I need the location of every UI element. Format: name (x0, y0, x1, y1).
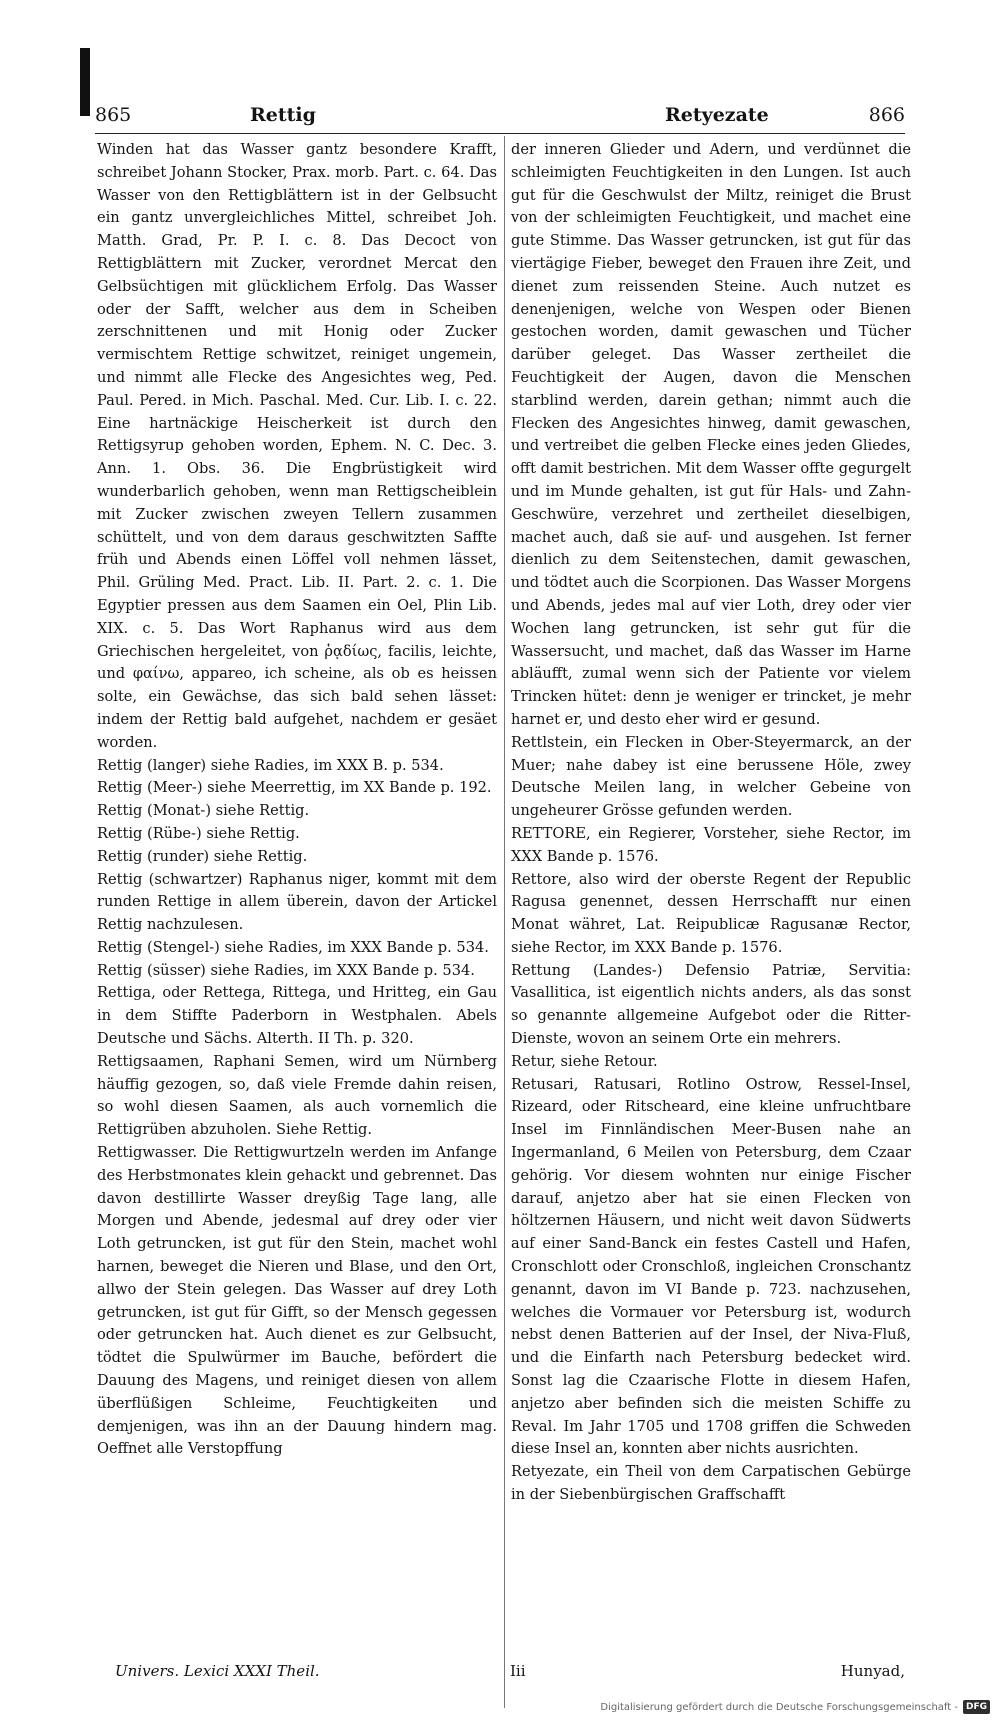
sheet-signature: Iii (510, 1662, 526, 1680)
entry-paragraph: Rettig (schwartzer) Raphanus niger, kommt mit dem runden Rettige in allem überein, davon der Artickel Rettig nachzulesen. (97, 870, 497, 934)
entry-paragraph: Retur, siehe Retour. (511, 1052, 658, 1070)
entry-paragraph: RETTORE, ein Regierer, Vorsteher, siehe Rector, im XXX Bande p. 1576. (511, 824, 911, 865)
volume-signature: Univers. Lexici XXXI Theil. (115, 1662, 320, 1680)
header-rule (95, 133, 905, 134)
entry-paragraph: Rettig (langer) siehe Radies, im XXX B. p. 534. (97, 756, 444, 774)
entry-paragraph: Rettore, also wird der oberste Regent der Republic Ragusa genennet, dessen Herrschafft nur einen Monat währet, Lat. Reipublicæ Ragusanæ Rector, siehe Rector, im XXX Bande p. 1576. (511, 870, 911, 956)
page-edge-bar (80, 48, 90, 116)
dfg-logo-icon: DFG (963, 1700, 990, 1714)
digitization-note: Digitalisierung gefördert durch die Deutsche Forschungsgemeinschaft - (600, 1701, 958, 1713)
digitization-credit (600, 1697, 990, 1717)
entry-paragraph: Retyezate, ein Theil von dem Carpatischen Gebürge in der Siebenbürgischen Graffschafft (511, 1463, 911, 1504)
entry-paragraph: Winden hat das Wasser gantz besondere Krafft, schreibet Johann Stocker, Prax. morb. Part. c. 64. Das Wasser von den Rettigblättern ist in der Gelbsucht ein gantz unvergleichliches Mittel, schreibet Joh. Matth. Grad, Pr. P. I. c. 8. Das Decoct von Rettigblättern mit Zucker, verordnet Mercat den Gelbsüchtigen mit glücklichem Erfolg. Das Wasser oder der Safft, welcher aus dem in Scheiben zerschnittenen und mit Honig oder Zucker vermischtem Rettige schwitzet, reiniget ungemein, und nimmt alle Flecke des Angesichtes weg, Ped. Paul. Pered. in Mich. Paschal. Med. Cur. Lib. I. c. 22. Eine hartnäckige Heischerkeit ist durch den Rettigsyrup gehoben worden, Ephem. N. C. Dec. 3. Ann. 1. Obs. 36. Die Engbrüstigkeit wird wunderbarlich gehoben, wenn man Rettigscheiblein mit Zucker zwischen zweyen Tellern zusammen schüttelt, und von dem daraus geschwitzten Saffte früh und Abends einen Löffel voll nehmen lässet, Phil. Grüling Med. Pract. Lib. II. Part. 2. c. 1. Die Egyptier pressen aus dem Saamen ein Oel, Plin Lib. XIX. c. 5. Das Wort Raphanus wird aus dem Griechischen hergeleitet, von ῥᾳδίως, facilis, leichte, und φαίνω, appareo, ich scheine, als ob es heissen solte, ein Gewächse, das sich bald sehen lässet: indem der Rettig bald aufgehet, nachdem er gesäet worden. (97, 141, 497, 751)
entry-paragraph: Rettung (Landes-) Defensio Patriæ, Servitia: Vasallitica, ist eigentlich nichts anders, als das sonst so genannte allgemeine Aufgebot oder die Ritter-Dienste, wovon an seinem Orte ein mehrers. (511, 961, 911, 1048)
entry-paragraph: Rettlstein, ein Flecken in Ober-Steyermarck, an der Muer; nahe dabey ist eine berussene Höle, zwey Deutsche Meilen lang, in welcher Gebeine von ungeheurer Grösse gefunden werden. (511, 733, 911, 820)
entry-paragraph: Rettig (süsser) siehe Radies, im XXX Bande p. 534. (97, 961, 475, 979)
entry-paragraph: Rettig (Monat-) siehe Rettig. (97, 802, 310, 820)
header-keyword-left: Rettig (250, 104, 316, 126)
page-number-left: 865 (95, 104, 132, 126)
entry-paragraph: der inneren Glieder und Adern, und verdünnet die schleimigten Feuchtigkeiten in den Lungen. Ist auch gut für die Geschwulst der Miltz, reiniget die Brust von der schleimigten Feuchtigkeit, und machet eine gute Stimme. Das Wasser getruncken, ist gut für das viertägige Fieber, beweget den Frauen ihre Zeit, und dienet zum reissenden Steine. Auch nutzet es denenjenigen, welche von Wespen oder Bienen gestochen worden, damit gewaschen und Tücher darüber geleget. Das Wasser zertheilet die Feuchtigkeit der Augen, davon die Menschen starblind werden, darein gethan; nimmt auch die Flecken des Angesichtes hinweg, damit gewaschen, und vertreibet die gelben Flecke eines jeden Gliedes, offt damit bestrichen. Mit dem Wasser offte gegurgelt und im Munde gehalten, ist gut für Hals- und Zahn-Geschwüre, verzehret und zertheilet dieselbigen, machet auch, daß sie auf- und ausgehen. Ist ferner dienlich zu dem Seitenstechen, damit gewaschen, und tödtet auch die Scorpionen. Das Wasser Morgens und Abends, jedes mal auf vier Loth, drey oder vier Wochen lang getruncken, ist sehr gut für die Wassersucht, und machet, daß das Wasser im Harne abläufft, zumal wenn sich der Patiente vor vielem Trincken hütet: denn je weniger er trincket, je mehr harnet er, und desto eher wird er gesund. (511, 141, 911, 728)
header-keyword-right: Retyezate (665, 104, 769, 126)
entry-paragraph: Rettig (Meer-) siehe Meerrettig, im XX Bande p. 192. (97, 779, 492, 797)
right-column (511, 139, 911, 1507)
column-divider (504, 136, 505, 1708)
entry-paragraph: Rettig (runder) siehe Rettig. (97, 847, 308, 865)
page-header (95, 104, 905, 134)
entry-paragraph: Rettigsaamen, Raphani Semen, wird um Nürnberg häuffig gezogen, so, daß viele Fremde dahin reisen, so wohl diesen Saamen, als auch vornemlich die Rettigrüben abzuholen. Siehe Rettig. (97, 1052, 497, 1139)
catchword: Hunyad, (840, 1662, 905, 1680)
entry-paragraph: Rettigwasser. Die Rettigwurtzeln werden im Anfange des Herbstmonates klein gehackt und gebrennet. Das davon destillirte Wasser dreyßig Tage lang, alle Morgen und Abende, jedesmal auf drey oder vier Loth getruncken, ist gut für den Stein, machet wohl harnen, beweget die Nieren und Blase, und den Ort, allwo der Stein gelegen. Das Wasser auf drey Loth getruncken, ist gut für Gifft, so der Mensch gegessen oder getruncken hat. Auch dienet es zur Gelbsucht, tödtet die Spulwürmer im Bauche, befördert die Dauung des Magens, und reiniget diesen von allem überflüßigen Schleime, Feuchtigkeiten und demjenigen, was ihn an der Dauung hindern mag. Oeffnet alle Verstopffung (97, 1144, 497, 1458)
entry-paragraph: Rettig (Stengel-) siehe Radies, im XXX Bande p. 534. (97, 938, 489, 956)
entry-paragraph: Rettig (Rübe-) siehe Rettig. (97, 824, 300, 842)
page-number-right: 866 (868, 104, 905, 126)
entry-paragraph: Retusari, Ratusari, Rotlino Ostrow, Ressel-Insel, Rizeard, oder Ritscheard, eine kleine unfruchtbare Insel im Finnländischen Meer-Busen nahe an Ingermanland, 6 Meilen von Petersburg, dem Czaar gehörig. Vor diesem wohnten nur einige Fischer darauf, anjetzo aber hat sie einen Flecken von höltzernen Häusern, und nicht weit davon Südwerts auf einer Sand-Banck ein festes Castell und Hafen, Cronschlott oder Cronschloß, ingleichen Cronschantz genannt, davon im VI Bande p. 723. nachzusehen, welches die Vormauer vor Petersburg ist, wodurch nebst denen Batterien auf der Insel, der Niva-Fluß, und die Einfarth nach Petersburg bedecket wird. Sonst lag die Czaarische Flotte in diesem Hafen, anjetzo aber befinden sich die meisten Schiffe zu Reval. Im Jahr 1705 und 1708 griffen die Schweden diese Insel an, konnten aber nichts ausrichten. (511, 1075, 911, 1458)
entry-paragraph: Rettiga, oder Rettega, Rittega, und Hritteg, ein Gau in dem Stiffte Paderborn in Westphalen. Abels Deutsche und Sächs. Alterth. II Th. p. 320. (97, 984, 497, 1048)
left-column (97, 139, 497, 1461)
page-footer (115, 1662, 905, 1686)
